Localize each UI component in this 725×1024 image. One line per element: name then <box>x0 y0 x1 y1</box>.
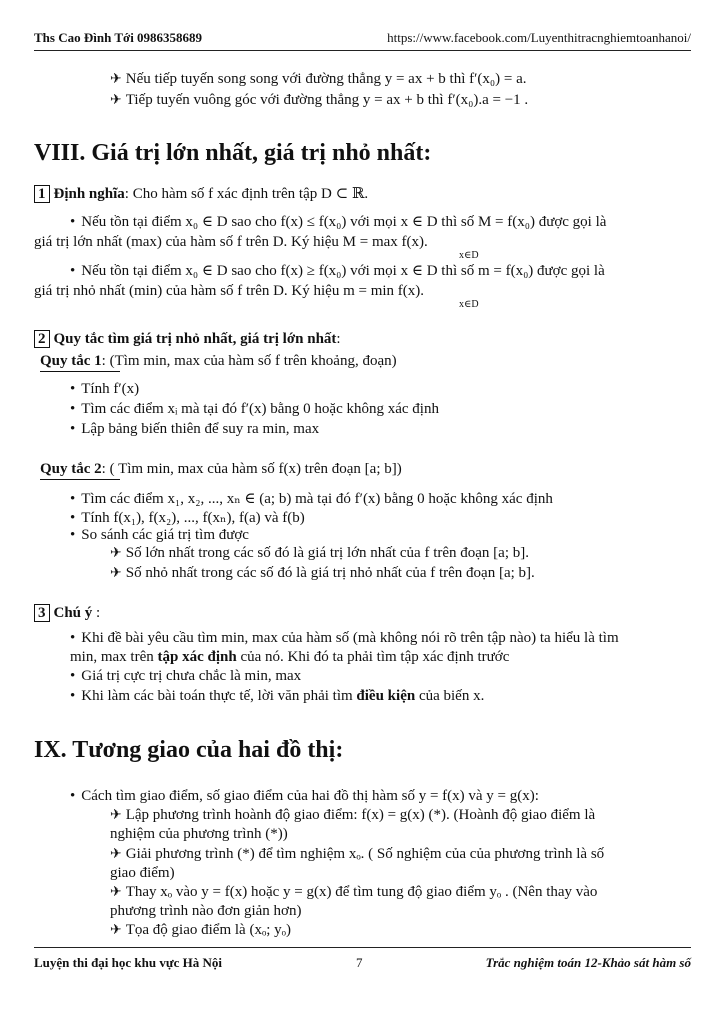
bullet-icon: • <box>70 668 76 684</box>
rule-2-item: • Tính f(x₁), f(x₂), ..., f(xₙ), f(a) và f(b) <box>70 510 305 526</box>
plane-icon: ✈ <box>110 923 122 938</box>
step-1-line-2: nghiệm của phương trình (*)) <box>110 826 288 842</box>
header-url: https://www.facebook.com/Luyenthitracnghiemtoanhanoi/ <box>387 30 691 45</box>
step-3-line-2: phương trình nào đơn giản hơn) <box>110 903 302 919</box>
bullet-icon: • <box>70 421 76 437</box>
plane-icon: ✈ <box>110 808 122 823</box>
plane-icon: ✈ <box>110 72 122 87</box>
rule-2-subitem: ✈ Số nhỏ nhất trong các số đó là giá trị nhỏ nhất của f trên đoạn [a; b]. <box>110 565 535 581</box>
section-9-title: IX. Tương giao của hai đồ thị: <box>34 737 344 763</box>
note-heading: 3 Chú ý : <box>34 604 100 622</box>
rule-2-item: • Tìm các điểm x₁, x₂, ..., xₙ ∈ (a; b) mà tại đó f′(x) bằng 0 hoặc không xác định <box>70 491 553 507</box>
step-2-line-1: ✈ Giải phương trình (*) để tìm nghiệm xₒ. ( Số nghiệm của của phương trình là số <box>110 846 605 862</box>
max-definition-1: • Nếu tồn tại điểm x₀ ∈ D sao cho f(x) ≤ f(x₀) với mọi x ∈ D thì số M = f(x₀) được gọi là <box>70 214 607 230</box>
item-number-box: 2 <box>34 330 50 348</box>
footer-left: Luyện thi đại học khu vực Hà Nội <box>34 955 223 970</box>
rule-2-underline <box>40 479 120 480</box>
rules-heading: 2 Quy tắc tìm giá trị nhỏ nhất, giá trị lớn nhất: <box>34 330 341 348</box>
bullet-icon: • <box>70 401 76 417</box>
bullet-icon: • <box>70 688 76 704</box>
rule-1-underline <box>40 371 120 372</box>
bullet-icon: • <box>70 214 76 230</box>
step-2-line-2: giao điểm) <box>110 865 175 881</box>
rule-1-item: • Tìm các điểm xᵢ mà tại đó f′(x) bằng 0 hoặc không xác định <box>70 401 439 417</box>
rule-1-heading: Quy tắc 1: (Tìm min, max của hàm số f trên khoảng, đoạn) <box>40 353 397 369</box>
bullet-icon: • <box>70 510 76 526</box>
header-author: Ths Cao Đình Tới 0986358689 <box>34 30 203 45</box>
plane-icon: ✈ <box>110 93 122 108</box>
page-number: 7 <box>356 955 363 970</box>
intersection-method: • Cách tìm giao điểm, số giao điểm của hai đồ thị hàm số y = f(x) và y = g(x): <box>70 788 539 804</box>
header-rule <box>34 50 691 51</box>
bullet-icon: • <box>70 263 76 279</box>
bullet-icon: • <box>70 491 76 507</box>
plane-icon: ✈ <box>110 566 122 581</box>
item-number-box: 3 <box>34 604 50 622</box>
plane-icon: ✈ <box>110 546 122 561</box>
rule-2-subitem: ✈ Số lớn nhất trong các số đó là giá trị lớn nhất của f trên đoạn [a; b]. <box>110 545 529 561</box>
rule-2-item: • So sánh các giá trị tìm được <box>70 527 249 543</box>
rule-2-heading: Quy tắc 2: ( Tìm min, max của hàm số f(x) trên đoạn [a; b]) <box>40 461 402 477</box>
item-number-box: 1 <box>34 185 50 203</box>
section-8-title: VIII. Giá trị lớn nhất, giá trị nhỏ nhất: <box>34 140 432 166</box>
bullet-icon: • <box>70 381 76 397</box>
bullet-icon: • <box>70 788 76 804</box>
rule-1-item: • Lập bảng biến thiên để suy ra min, max <box>70 421 320 437</box>
intro-line-1: ✈ Nếu tiếp tuyến song song với đường thẳng y = ax + b thì f′(x₀) = a. <box>110 71 527 87</box>
rule-1-item: • Tính f′(x) <box>70 381 140 397</box>
footer-rule <box>34 947 691 948</box>
step-4: ✈ Tọa độ giao điểm là (xₒ; yₒ) <box>110 922 291 938</box>
footer-right: Trắc nghiệm toán 12-Khảo sát hàm số <box>485 955 691 970</box>
note-1-line-2: min, max trên tập xác định của nó. Khi đó ta phải tìm tập xác định trước <box>70 649 510 665</box>
note-1-line-1: • Khi đề bài yêu cầu tìm min, max của hàm số (mà không nói rõ trên tập nào) ta hiểu là tìm <box>70 630 619 646</box>
bullet-icon: • <box>70 630 76 646</box>
step-1-line-1: ✈ Lập phương trình hoành độ giao điểm: f(x) = g(x) (*). (Hoành độ giao điểm là <box>110 807 596 823</box>
bullet-icon: • <box>70 527 76 543</box>
definition-line: 1 Định nghĩa: Cho hàm số f xác định trên tập D ⊂ ℝ. <box>34 185 368 203</box>
plane-icon: ✈ <box>110 885 122 900</box>
plane-icon: ✈ <box>110 847 122 862</box>
step-3-line-1: ✈ Thay xₒ vào y = f(x) hoặc y = g(x) để tìm tung độ giao điểm yₒ . (Nên thay vào <box>110 884 598 900</box>
note-3: • Khi làm các bài toán thực tế, lời văn phải tìm điều kiện của biến x. <box>70 688 485 704</box>
max-subscript: x∈D <box>459 250 479 261</box>
note-2: • Giá trị cực trị chưa chắc là min, max <box>70 668 302 684</box>
min-definition-2: giá trị nhỏ nhất (min) của hàm số f trên D. Ký hiệu m = min f(x). <box>34 283 425 299</box>
intro-line-2: ✈ Tiếp tuyến vuông góc với đường thẳng y = ax + b thì f′(x₀).a = −1 . <box>110 92 529 108</box>
min-definition-1: • Nếu tồn tại điểm x₀ ∈ D sao cho f(x) ≥ f(x₀) với mọi x ∈ D thì số m = f(x₀) được gọi là <box>70 263 605 279</box>
max-definition-2: giá trị lớn nhất (max) của hàm số f trên D. Ký hiệu M = max f(x). <box>34 234 428 250</box>
page-header <box>34 30 691 50</box>
min-subscript: x∈D <box>459 299 479 310</box>
page-footer <box>34 955 691 971</box>
